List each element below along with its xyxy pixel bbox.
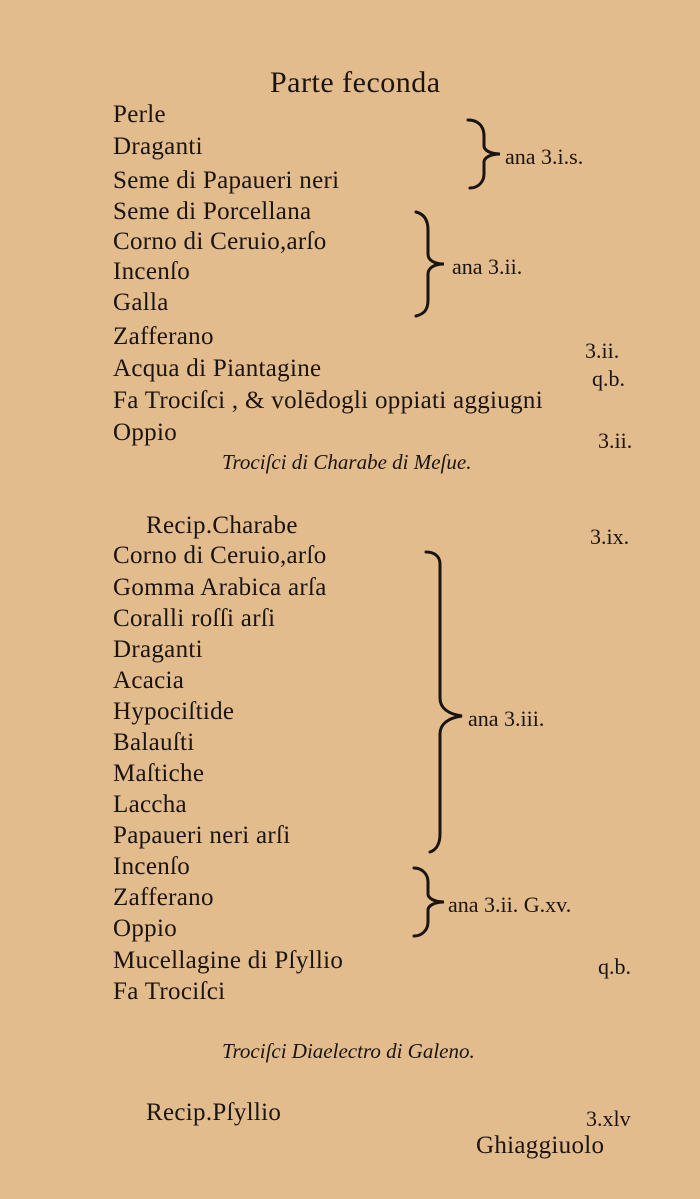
ingredient-line: Seme di Porcellana <box>113 198 312 225</box>
recipe-base: Recip.Pſyllio <box>146 1099 282 1126</box>
recipe-base: Recip.Charabe <box>146 512 298 539</box>
quantity: 3.ix. <box>590 524 630 549</box>
ingredient-line: Mucellagine di Pſyllio <box>113 947 344 974</box>
ingredient-line: Acacia <box>113 667 185 694</box>
group-quantity: ana 3.ii. G.xv. <box>448 892 572 917</box>
quantity: 3.xlv <box>586 1106 631 1131</box>
ingredient-line: Zafferano <box>113 323 214 350</box>
ingredient-line: Incenſo <box>113 853 191 880</box>
ingredient-line: Corno di Ceruio,arſo <box>113 228 327 255</box>
ingredient-line: Perle <box>113 101 166 128</box>
ingredient-line: Coralli roſſi arſi <box>113 605 276 632</box>
ingredient-line: Hypociſtide <box>113 698 235 725</box>
ingredient-line: Draganti <box>113 636 203 663</box>
quantity: 3.ii. <box>598 428 633 453</box>
brace-bracket <box>464 118 504 190</box>
ingredient-line: Zafferano <box>113 884 214 911</box>
ingredient-line: Laccha <box>113 791 187 818</box>
recipe-heading: Trociſci di Charabe di Meſue. <box>222 450 472 474</box>
ingredient-line: Galla <box>113 289 169 316</box>
quantity: q.b. <box>598 954 631 979</box>
group-quantity: ana 3.iii. <box>468 706 545 731</box>
quantity: q.b. <box>592 366 625 391</box>
ingredient-line: Incenſo <box>113 258 191 285</box>
ingredient-line: Acqua di Piantagine <box>113 355 322 382</box>
brace-bracket <box>410 210 450 318</box>
ingredient-line: Corno di Ceruio,arſo <box>113 542 327 569</box>
page-title: Parte feconda <box>270 66 441 99</box>
instruction-line: Fa Trociſci , & volēdogli oppiati aggiugni <box>113 387 543 414</box>
ingredient-line: Oppio <box>113 419 177 446</box>
group-quantity: ana 3.i.s. <box>505 144 584 169</box>
recipe-heading: Trociſci Diaelectro di Galeno. <box>222 1039 475 1063</box>
ingredient-line: Gomma Arabica arſa <box>113 574 327 601</box>
ingredient-line: Papaueri neri arſi <box>113 822 291 849</box>
catchword: Ghiaggiuolo <box>476 1132 605 1159</box>
ingredient-line: Maſtiche <box>113 760 205 787</box>
ingredient-line: Balauſti <box>113 729 195 756</box>
ingredient-line: Seme di Papaueri neri <box>113 167 340 194</box>
ingredient-line: Oppio <box>113 915 177 942</box>
instruction-line: Fa Trociſci <box>113 978 226 1005</box>
brace-bracket <box>410 866 446 938</box>
ingredient-line: Draganti <box>113 133 203 160</box>
brace-bracket <box>422 548 466 854</box>
group-quantity: ana 3.ii. <box>452 254 523 279</box>
quantity: 3.ii. <box>585 338 620 363</box>
